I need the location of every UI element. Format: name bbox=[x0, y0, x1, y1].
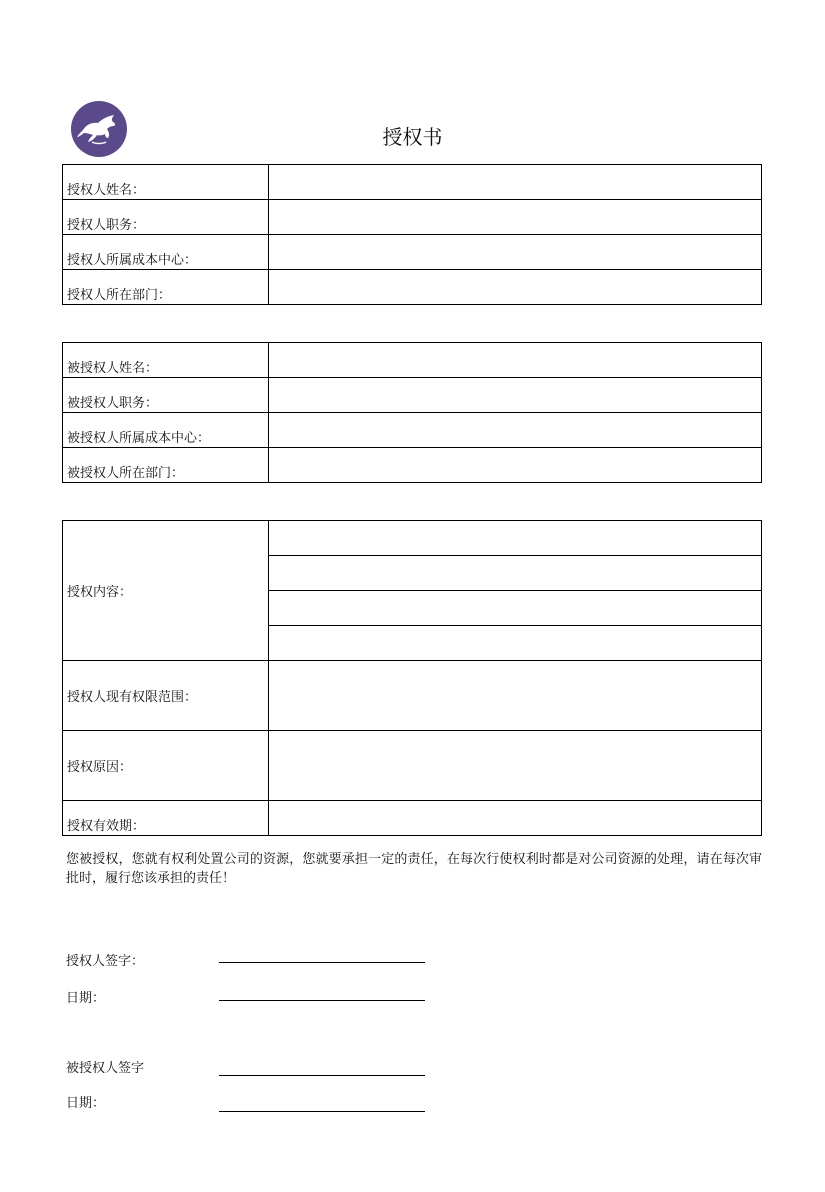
grantee-signature-line[interactable] bbox=[219, 1075, 425, 1076]
content-label: 授权内容： bbox=[63, 521, 269, 661]
grantor-department-field[interactable] bbox=[269, 270, 762, 305]
grantee-date-line[interactable] bbox=[219, 1111, 425, 1112]
current-scope-field[interactable] bbox=[269, 661, 762, 731]
grantor-position-field[interactable] bbox=[269, 200, 762, 235]
grantor-cost-center-label: 授权人所属成本中心： bbox=[63, 235, 269, 270]
grantee-cost-center-label: 被授权人所属成本中心： bbox=[63, 413, 269, 448]
grantor-department-label: 授权人所在部门： bbox=[63, 270, 269, 305]
responsibility-notice: 您被授权，您就有权利处置公司的资源，您就要承担一定的责任，在每次行使权利时都是对公司资源的处理，请在每次审批时，履行您该承担的责任！ bbox=[66, 852, 762, 886]
content-field-4[interactable] bbox=[269, 626, 762, 661]
grantor-cost-center-field[interactable] bbox=[269, 235, 762, 270]
table-row bbox=[63, 731, 762, 801]
page-title: 授权书 bbox=[382, 125, 443, 149]
table-row bbox=[63, 521, 762, 556]
grantor-date-line[interactable] bbox=[219, 1000, 425, 1001]
grantee-signature-label: 被授权人签字 bbox=[66, 1061, 145, 1076]
reason-field[interactable] bbox=[269, 731, 762, 801]
grantee-date-label: 日期： bbox=[66, 1096, 106, 1111]
table-row bbox=[63, 378, 762, 413]
grantor-name-label: 授权人姓名： bbox=[63, 165, 269, 200]
grantee-cost-center-field[interactable] bbox=[269, 413, 762, 448]
reason-label: 授权原因： bbox=[63, 731, 269, 801]
table-row bbox=[63, 200, 762, 235]
table-row bbox=[63, 165, 762, 200]
table-row bbox=[63, 235, 762, 270]
content-field-3[interactable] bbox=[269, 591, 762, 626]
content-field-1[interactable] bbox=[269, 521, 762, 556]
grantor-position-label: 授权人职务： bbox=[63, 200, 269, 235]
grantor-signature-label: 授权人签字： bbox=[66, 954, 145, 969]
validity-field[interactable] bbox=[269, 801, 762, 836]
authorization-details-table bbox=[62, 520, 762, 836]
validity-label: 授权有效期： bbox=[63, 801, 269, 836]
grantor-info-table bbox=[62, 164, 762, 305]
table-row bbox=[63, 661, 762, 731]
grantee-name-label: 被授权人姓名： bbox=[63, 343, 269, 378]
grantee-name-field[interactable] bbox=[269, 343, 762, 378]
table-row bbox=[63, 448, 762, 483]
current-scope-label: 授权人现有权限范围： bbox=[63, 661, 269, 731]
grantee-department-field[interactable] bbox=[269, 448, 762, 483]
grantee-department-label: 被授权人所在部门： bbox=[63, 448, 269, 483]
grantee-position-field[interactable] bbox=[269, 378, 762, 413]
content-field-2[interactable] bbox=[269, 556, 762, 591]
grantor-date-label: 日期： bbox=[66, 991, 106, 1006]
table-row bbox=[63, 270, 762, 305]
grantor-name-field[interactable] bbox=[269, 165, 762, 200]
table-row bbox=[63, 801, 762, 836]
table-row bbox=[63, 343, 762, 378]
grantee-position-label: 被授权人职务： bbox=[63, 378, 269, 413]
grantor-signature-line[interactable] bbox=[219, 962, 425, 963]
grantee-info-table bbox=[62, 342, 762, 483]
table-row bbox=[63, 413, 762, 448]
